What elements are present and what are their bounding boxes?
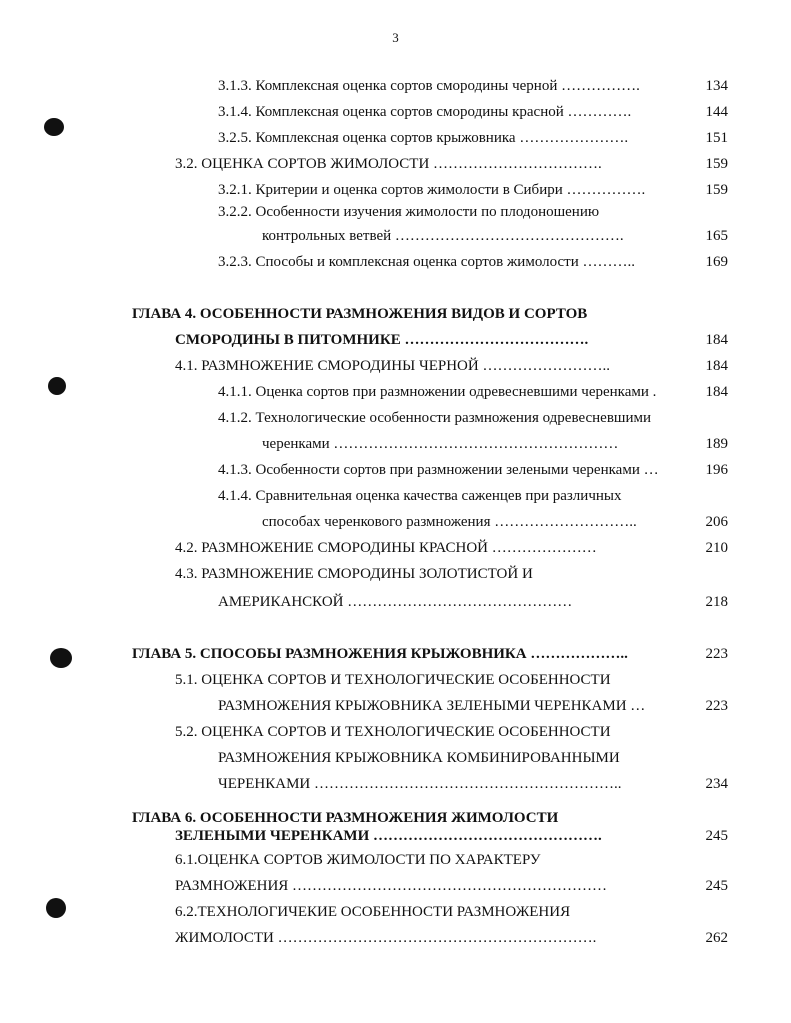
- toc-entry-text: ГЛАВА 6. ОСОБЕННОСТИ РАЗМНОЖЕНИЯ ЖИМОЛОСТИ: [132, 810, 559, 826]
- ink-blot: [50, 648, 72, 668]
- ink-blot: [44, 118, 64, 136]
- toc-entry-text: ЖИМОЛОСТИ ……………………………………………………….: [175, 930, 597, 946]
- toc-entry-text: 6.1.ОЦЕНКА СОРТОВ ЖИМОЛОСТИ ПО ХАРАКТЕРУ: [175, 852, 541, 868]
- toc-entry-page: 196: [705, 462, 728, 478]
- toc-entry-page: 184: [705, 358, 728, 374]
- toc-entry-page: 184: [705, 332, 728, 348]
- toc-entry-text: контрольных ветвей ……………………………………….: [262, 228, 624, 244]
- toc-entry-text: 4.3. РАЗМНОЖЕНИЕ СМОРОДИНЫ ЗОЛОТИСТОЙ И: [175, 566, 533, 582]
- toc-entry-text: 5.2. ОЦЕНКА СОРТОВ И ТЕХНОЛОГИЧЕСКИЕ ОСОБЕННОСТИ: [175, 724, 611, 740]
- toc-entry-page: 134: [705, 78, 728, 94]
- ink-blot: [46, 898, 66, 918]
- toc-entry-page: 218: [705, 594, 728, 610]
- toc-entry-text: РАЗМНОЖЕНИЯ КРЫЖОВНИКА ЗЕЛЕНЫМИ ЧЕРЕНКАМИ …: [218, 698, 646, 714]
- toc-entry-page: 159: [705, 182, 728, 198]
- toc-entry-text: 4.2. РАЗМНОЖЕНИЕ СМОРОДИНЫ КРАСНОЙ …………………: [175, 540, 597, 556]
- toc-entry-text: 3.1.4. Комплексная оценка сортов смородины красной ………….: [218, 104, 632, 120]
- toc-entry-text: 3.1.3. Комплексная оценка сортов смородины черной …………….: [218, 78, 640, 94]
- toc-entry-text: ГЛАВА 4. ОСОБЕННОСТИ РАЗМНОЖЕНИЯ ВИДОВ И СОРТОВ: [132, 306, 588, 322]
- toc-entry-page: 245: [705, 878, 728, 894]
- toc-entry-text: РАЗМНОЖЕНИЯ ………………………………………………………: [175, 878, 608, 894]
- toc-entry-page: 223: [705, 698, 728, 714]
- toc-entry-page: 206: [705, 514, 728, 530]
- toc-entry-text: ГЛАВА 5. СПОСОБЫ РАЗМНОЖЕНИЯ КРЫЖОВНИКА ………………..: [132, 646, 628, 662]
- toc-entry-text: 4.1. РАЗМНОЖЕНИЕ СМОРОДИНЫ ЧЕРНОЙ ……………………..: [175, 358, 610, 374]
- page-number: 3: [392, 30, 399, 45]
- toc-entry-page: 245: [705, 828, 728, 844]
- toc-entry-page: 223: [705, 646, 728, 662]
- toc-entry-text: 3.2.2. Особенности изучения жимолости по плодоношению: [218, 204, 600, 220]
- toc-entry-text: 5.1. ОЦЕНКА СОРТОВ И ТЕХНОЛОГИЧЕСКИЕ ОСОБЕННОСТИ: [175, 672, 611, 688]
- toc-entry-text: СМОРОДИНЫ В ПИТОМНИКЕ ……………………………….: [175, 332, 589, 348]
- toc-entry-page: 189: [705, 436, 728, 452]
- toc-entry-text: 3.2.5. Комплексная оценка сортов крыжовника ………………….: [218, 130, 629, 146]
- toc-entry-text: 4.1.4. Сравнительная оценка качества саженцев при различных: [218, 488, 622, 504]
- toc-entry-page: 159: [705, 156, 728, 172]
- toc-entry-text: черенками …………………………………………………: [262, 436, 619, 452]
- toc-entry-text: способах черенкового размножения ………………………..: [262, 514, 637, 530]
- toc-entry-text: ЗЕЛЕНЫМИ ЧЕРЕНКАМИ ……………………………………….: [175, 828, 602, 844]
- toc-entry-text: ЧЕРЕНКАМИ ……………………………………………………..: [218, 776, 622, 792]
- toc-entry-page: 144: [705, 104, 728, 120]
- toc-entry-text: 4.1.1. Оценка сортов при размножении одревесневшими черенками .: [218, 384, 657, 400]
- toc-entry-page: 262: [705, 930, 728, 946]
- toc-entry-page: 234: [705, 776, 728, 792]
- toc-entry-text: 3.2.3. Способы и комплексная оценка сортов жимолости ………..: [218, 254, 635, 270]
- ink-blot: [48, 377, 66, 395]
- toc-entry-page: 210: [705, 540, 728, 556]
- toc-entry-page: 165: [705, 228, 728, 244]
- toc-entry-text: 6.2.ТЕХНОЛОГИЧЕКИЕ ОСОБЕННОСТИ РАЗМНОЖЕНИЯ: [175, 904, 571, 920]
- toc-entry-page: 151: [705, 130, 728, 146]
- toc-entry-page: 184: [705, 384, 728, 400]
- toc-entry-text: 3.2. ОЦЕНКА СОРТОВ ЖИМОЛОСТИ …………………………….: [175, 156, 602, 172]
- toc-entry-page: 169: [705, 254, 728, 270]
- toc-entry-text: 3.2.1. Критерии и оценка сортов жимолости в Сибири …………….: [218, 182, 646, 198]
- toc-entry-text: РАЗМНОЖЕНИЯ КРЫЖОВНИКА КОМБИНИРОВАННЫМИ: [218, 750, 620, 766]
- toc-entry-text: 4.1.3. Особенности сортов при размножении зелеными черенками …: [218, 462, 659, 478]
- toc-entry-text: АМЕРИКАНСКОЙ ………………………………………: [218, 594, 573, 610]
- toc-entry-text: 4.1.2. Технологические особенности размножения одревесневшими: [218, 410, 651, 426]
